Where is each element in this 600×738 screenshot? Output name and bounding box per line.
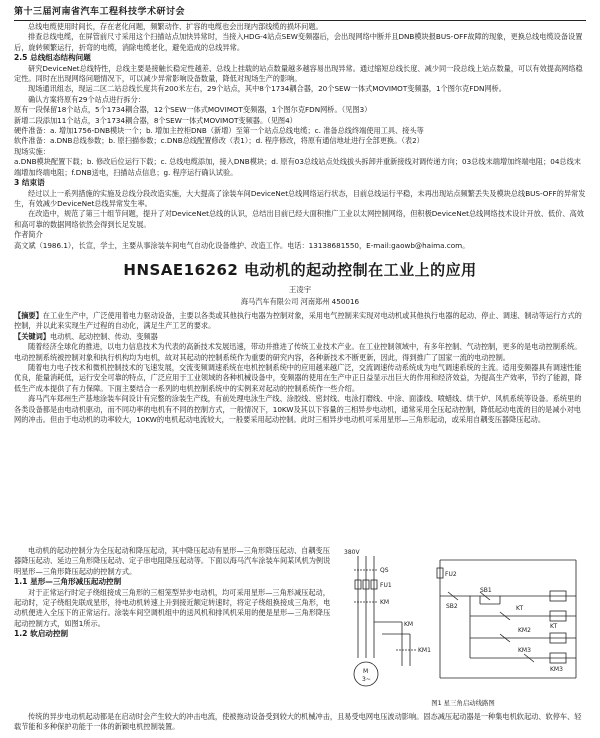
label-km1: KM1	[418, 647, 431, 654]
paragraph: 经过以上一系列措施的实施及总线分段改造实施，大大提高了涂装车间DeviceNet总线网络运行状态，目前总线运行平稳，未再出现站点频繁丢失及模块总线BUS-OFF的异常发生，有效减少DeviceNet总线异常发生率。	[14, 188, 586, 208]
abstract-text: 在工业生产中，广泛使用着电力驱动设备，主要以各类或其他执行电器为控制对象，采用电气控制来实现对电动机或其他执行电器的起动、停止、调速、制动等运行方式的控制，并以此来实现生产过程的自动化，满足生产工艺的要求。	[14, 310, 582, 331]
section-heading: 3 结束语	[14, 178, 45, 188]
label-phase: 3~	[362, 676, 371, 683]
paragraph: 作者简介	[14, 230, 43, 240]
paragraph: a.DNB模块配置下载；b. 修改后位运行下载；c. 总线电缆添加，接入DNB模块；d. 原有03总线站点处线拔头拆卸并重新接线对调传递方向；03总线末端增加终端电阻；04总线末端增加终端电阻；f.DNB送电，扫描站点信息；g. 程序运行确认试验。	[14, 157, 581, 177]
paragraph: 硬件准备：a. 增加1756-DNB模块一个；b. 增加主控柜DNB（新增）至第一个站点总线电缆；c. 准备总线终端使用工具、接头等	[14, 126, 424, 136]
label-kt-a: KT	[516, 605, 524, 612]
star-delta-circuit-diagram	[340, 546, 586, 696]
subsection-heading: 1.2 软启动控制	[14, 629, 69, 639]
paragraph: 对于正常运行时定子绕组接成三角形的三相笼型异步电动机，均可采用星形—三角形减压起动，起动时，定子绕组先联成星形，待电动机转速上升到接近额定转速时，将定子绕组换接成三角形，电动机便进入全压下的正常运行。涂装车间空调机组中的送风机和排风机采用的便是星形—三角形降压起动控制方式，如图1所示。	[14, 587, 331, 628]
abstract-label: 【摘要】	[14, 310, 43, 320]
paragraph: 传统的异步电动机起动都是在启动时会产生较大的冲击电流，使被拖动设备受到较大的机械冲击，且易受电网电压波动影响。固态减压起动器是一种集电机软起动、软停车、轻载节能和多种保护功能于一体的新颖电机控制装置。	[14, 712, 582, 732]
label-qs: QS	[380, 567, 389, 574]
paragraph: 在改造中，规范了第三十组节问题，提升了对DeviceNet总线的认识，总结出目前已经大面积推广工业以太网控制网络，但积极DeviceNet总线网络技术设计开放、低价、高效和高可靠的数据网络依然会得到长足发展。	[14, 209, 584, 229]
label-sb2: SB2	[446, 603, 458, 610]
left-column	[14, 546, 332, 640]
label-kt-b: KT	[550, 623, 558, 630]
paragraph: 随着电力电子技术和微机控制技术的飞速发展，交流变频调速系统在电机控制系统中的应用越来越广泛，交流调速传动系统成为电气调速系统的主流。适用变频器具有调速性能优良，能量消耗低，运行安全可靠的特点，广泛应用于工业领域的各种机械设备中，变频器的使用在生产中正日益显示出巨大的作用和经济效益，为提高生产效率，节约了能源，降低生产成本提供了有力保障。下面主要结合一系列的电机控制系统中的实例来对起动的控制系统作一些介绍。	[14, 362, 582, 393]
label-motor: M	[363, 668, 369, 675]
paragraph: 随着经济全球化的推进，以电力信息技术为代表的高新技术发展迅速，带动并推进了传统工业技术产业。在工业控制领域中，有多年控制、气动控制，更多的是电动控制系统。电动控制系统被控制对象和执行机构均为电机，故对其起动的控制系统作为重要的研究内容，各种新技术不断更新，因此，得到推广了国家一流的电动控制。	[14, 342, 582, 362]
article-author: 王凌宇	[288, 284, 312, 294]
label-km2: KM2	[518, 627, 531, 634]
label-km3-b: KM3	[550, 666, 563, 673]
paragraph: 现场通讯组态，现运二区二站总线长度共有200米左右，29个站点，其中8个1734耦合器，20个SEW一体式MOVIMOT变频器，1个图尔克FDN网桥。	[28, 84, 506, 94]
label-km-b: KM	[404, 621, 414, 628]
paragraph: 总线电缆使用时间长，存在老化问题，频繁动作、扩容的电缆也会出现内部线缆的损坏问题。	[28, 22, 323, 31]
label-sb1: SB1	[480, 587, 492, 594]
section-heading: 2.5 总线组态结构问题	[14, 53, 91, 63]
label-km3-a: KM3	[518, 647, 531, 654]
article-title: HNSAE16262 电动机的起动控制在工业上的应用	[123, 260, 477, 279]
abstract	[14, 311, 586, 332]
label-voltage: 380V	[344, 549, 360, 556]
figure-caption: 图1 星三角启动线路图	[431, 699, 495, 707]
keywords-label: 【关键词】	[14, 331, 50, 341]
keywords	[14, 332, 586, 342]
upper-section	[14, 22, 586, 425]
paragraph: 现场实施：	[14, 146, 50, 156]
paragraph: 研究DeviceNet总线特性，总线主要是接触长稳定性越差、总线上挂载的站点数量越多越容易出现异常。通过缩短总线长度、减少同一段总线上站点数量，可以有效提高网络稳定性。同时在出现网络问题情况下，可以减少异常影响设备数量，降低对现场生产的影响。	[14, 63, 583, 84]
label-fu2: FU2	[445, 571, 457, 578]
paragraph: 电动机的起动控制分为全压起动和降压起动，其中降压起动有星形—三角形降压起动、自耦变压器降压起动、延边三角形降压起动、定子串电阻降压起动等。下面以海马汽车涂装车间某风机为例说明星形—三角形降压起动的控制方式。	[14, 546, 331, 576]
author-bio: 高文斌（1986.1），长宣，学士，主要从事涂装车间电气自动化设备维护、改造工作。电话：13138681550，E-mail:gaowb@haima.com。	[14, 240, 470, 250]
subsection-heading: 1.1 星形—三角形减压起动控制	[14, 577, 122, 587]
label-km-a: KM	[380, 599, 390, 606]
paragraph: 排查总线电缆，在屏管前尺寸采用这个扫描站点加快异常时，当接入HDG-4站点SEW变频器后，会出现网络中断并且DNB模块报BUS-OFF故障的现象，更换总线电缆设备设置后，旋转频繁运行，折弯的电缆，消除电缆老化，避免造成的总线异常。	[14, 32, 583, 52]
running-header: 第十三届河南省汽车工程科技学术研讨会	[14, 4, 586, 21]
paragraph: 海马汽车郑州生产基地涂装车间设计有完整的涂装生产线，有前处理电泳生产线、涂胶线、密封线、电泳打磨线、中涂、面漆线、喷蜡线、烘干炉、风机系统等设备。系统里的各类设备都是由电动机驱动，而不同功率的电机有不同的控制方式，一般情况下，10KW及其以下容量的三相异步电动机，通常采用全压起动控制，降低起动电流的目的是减小对电网的冲击。但由于电动机的功率较大，10KW的电机起动电流较大，一般要采用起动控制。此时三相异步电动机可采用星形—三角形起动，或采用自耦变压器降压起动。	[14, 394, 582, 424]
bottom-paragraph	[14, 712, 586, 733]
paragraph: 确认方案将原有29个站点进行拆分：	[28, 94, 145, 104]
paragraph: 新增二段添加11个站点，3个1734耦合器，8个SEW一体式MOVIMOT变频器。（见图4）	[14, 115, 297, 125]
paragraph: 软件准备：a.DNB总线参数；b. 原扫描参数；c.DNB总线配置修改（表1）；d. 程序修改，将原有通信地址进行全部更换。（表2）	[14, 136, 424, 146]
paragraph: 原有一段保留18个站点，5个1734耦合器，12个SEW一体式MOVIMOT变频器，1个图尔克FDN网桥。（见图3）	[14, 105, 372, 115]
article-affiliation: 海马汽车有限公司 河南郑州 450016	[240, 296, 360, 306]
label-fu1: FU1	[380, 582, 392, 589]
keywords-text: 电动机、起动控制、传动、变频器	[49, 331, 158, 341]
